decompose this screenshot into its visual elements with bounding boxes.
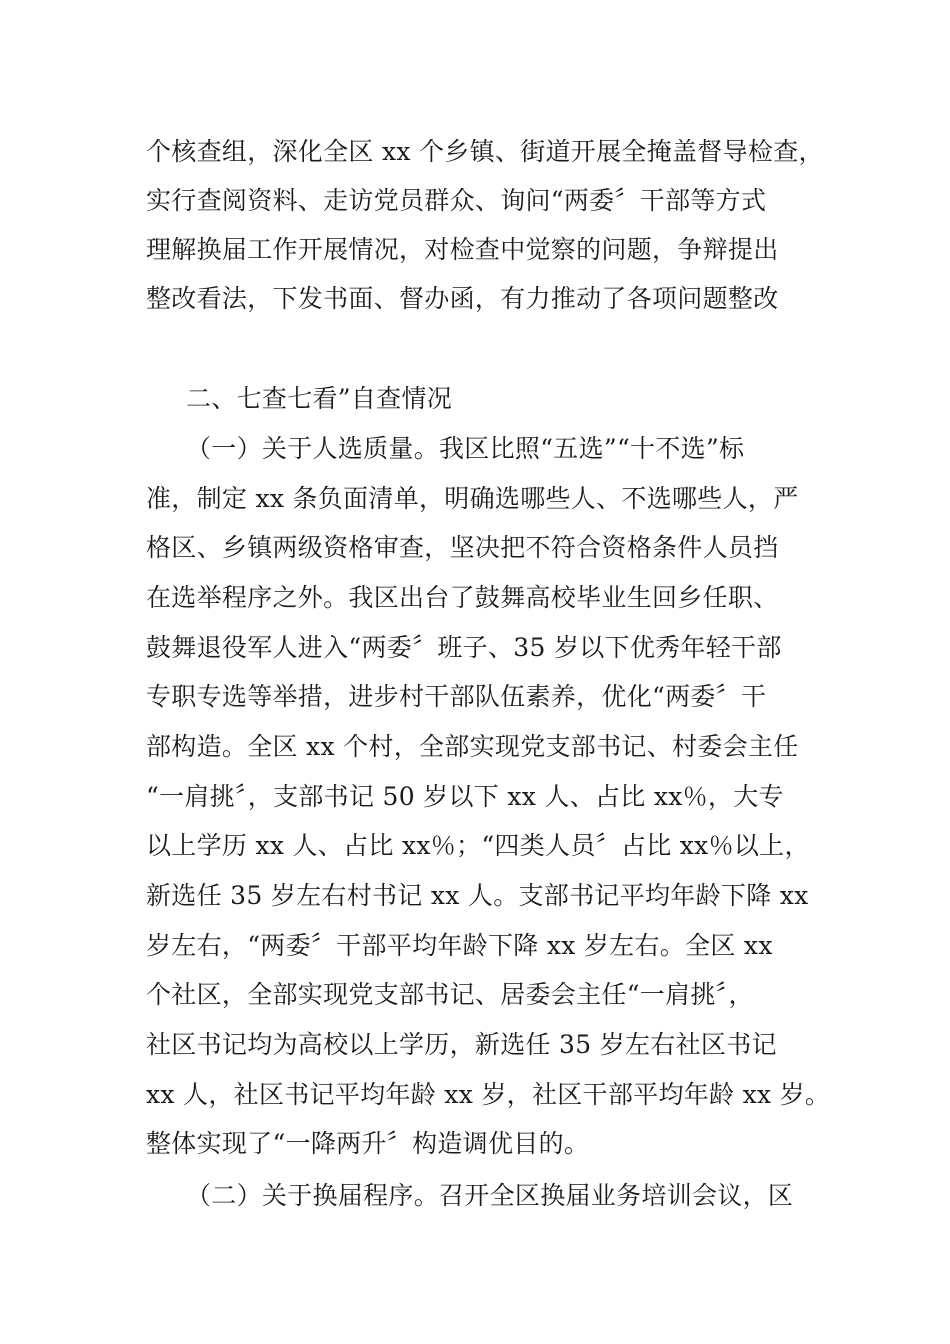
text-line: 社区书记均为高校以上学历，新选任 35 岁左右社区书记 — [146, 1030, 777, 1059]
text-line: （一）关于人选质量。我区比照“五选”“十不选”标 — [186, 434, 745, 463]
text-line: 实行查阅资料、走访党员群众、询问“两委〞干部等方式 — [146, 186, 767, 215]
text-line: xx 人，社区书记平均年龄 xx 岁，社区干部平均年龄 xx 岁。 — [146, 1080, 831, 1109]
text-line: 准，制定 xx 条负面清单，明确选哪些人、不选哪些人，严 — [146, 484, 799, 513]
text-line: （二）关于换届程序。召开全区换届业务培训会议，区 — [186, 1181, 794, 1210]
text-line: 鼓舞退役军人进入“两委〞班子、35 岁以下优秀年轻干部 — [146, 633, 782, 662]
text-line: 在选举程序之外。我区出台了鼓舞高校毕业生回乡任职、 — [146, 583, 779, 612]
section-heading: 二、七查七看”自查情况 — [186, 384, 453, 413]
text-line: 个核查组，深化全区 xx 个乡镇、街道开展全掩盖督导检查， — [146, 137, 824, 166]
text-line: 个社区，全部实现党支部书记、居委会主任“一肩挑〞， — [146, 980, 754, 1009]
text-line: 理解换届工作开展情况，对检查中觉察的问题，争辩提出 — [146, 235, 779, 264]
text-line: 专职专选等举措，进步村干部队伍素养，优化“两委〞干 — [146, 682, 767, 711]
text-line: 以上学历 xx 人、占比 xx％；“四类人员〞占比 xx％以上， — [146, 831, 810, 860]
text-line: 格区、乡镇两级资格审查，坚决把不符合资格条件人员挡 — [146, 533, 779, 562]
text-line: “一肩挑〞，支部书记 50 岁以下 xx 人、占比 xx％，大专 — [146, 782, 784, 811]
text-line: 整改看法，下发书面、督办函，有力推动了各项问题整改 — [146, 284, 779, 313]
text-line: 整体实现了“一降两升〞构造调优目的。 — [146, 1129, 590, 1158]
text-line: 岁左右，“两委〞干部平均年龄下降 xx 岁左右。全区 xx — [146, 931, 773, 960]
text-line: 部构造。全区 xx 个村，全部实现党支部书记、村委会主任 — [146, 732, 799, 761]
text-line: 新选任 35 岁左右村书记 xx 人。支部书记平均年龄下降 xx — [146, 881, 809, 910]
